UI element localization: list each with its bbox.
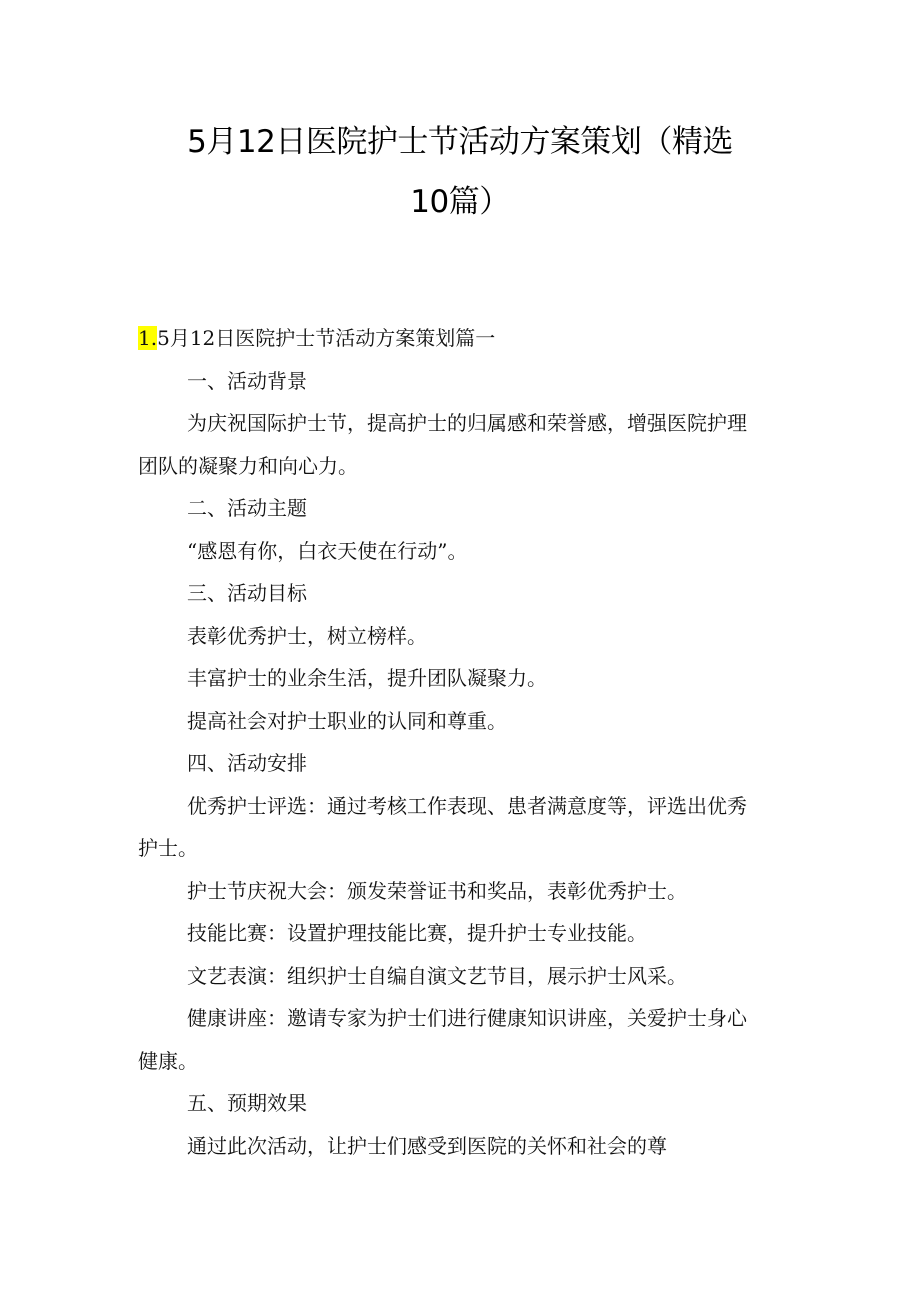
paragraph-arrangement-1-line-1: 优秀护士评选：通过考核工作表现、患者满意度等，评选出优秀 [187, 794, 747, 818]
document-title-line-2: 10篇） [410, 184, 510, 220]
paragraph-arrangement-5-line-1: 健康讲座：邀请专家为护士们进行健康知识讲座，关爱护士身心 [187, 1006, 747, 1030]
paragraph-arrangement-5-line-2: 健康。 [138, 1049, 198, 1073]
section-heading-number: 1. [138, 326, 158, 350]
paragraph-goal-3: 提高社会对护士职业的认同和尊重。 [187, 709, 507, 733]
paragraph-theme: “感恩有你，白衣天使在行动”。 [187, 539, 468, 563]
section-heading-text: 5月12日医院护士节活动方案策划篇一 [157, 326, 496, 350]
subheading-expected-effect: 五、预期效果 [187, 1091, 307, 1115]
subheading-theme: 二、活动主题 [187, 496, 307, 520]
paragraph-background-line-1: 为庆祝国际护士节，提高护士的归属感和荣誉感，增强医院护理 [187, 411, 747, 435]
section-heading [138, 324, 495, 352]
paragraph-arrangement-4: 文艺表演：组织护士自编自演文艺节目，展示护士风采。 [187, 964, 687, 988]
paragraph-expected-effect: 通过此次活动，让护士们感受到医院的关怀和社会的尊 [187, 1134, 667, 1158]
paragraph-goal-2: 丰富护士的业余生活，提升团队凝聚力。 [187, 666, 547, 690]
document-title-line-1: 5月12日医院护士节活动方案策划（精选 [187, 124, 733, 160]
subheading-goals: 三、活动目标 [187, 581, 307, 605]
paragraph-background-line-2: 团队的凝聚力和向心力。 [138, 454, 358, 478]
paragraph-goal-1: 表彰优秀护士，树立榜样。 [187, 624, 427, 648]
subheading-arrangement: 四、活动安排 [187, 751, 307, 775]
paragraph-arrangement-3: 技能比赛：设置护理技能比赛，提升护士专业技能。 [187, 921, 647, 945]
paragraph-arrangement-1-line-2: 护士。 [138, 836, 198, 860]
subheading-background: 一、活动背景 [187, 369, 307, 393]
paragraph-arrangement-2: 护士节庆祝大会：颁发荣誉证书和奖品，表彰优秀护士。 [187, 879, 687, 903]
